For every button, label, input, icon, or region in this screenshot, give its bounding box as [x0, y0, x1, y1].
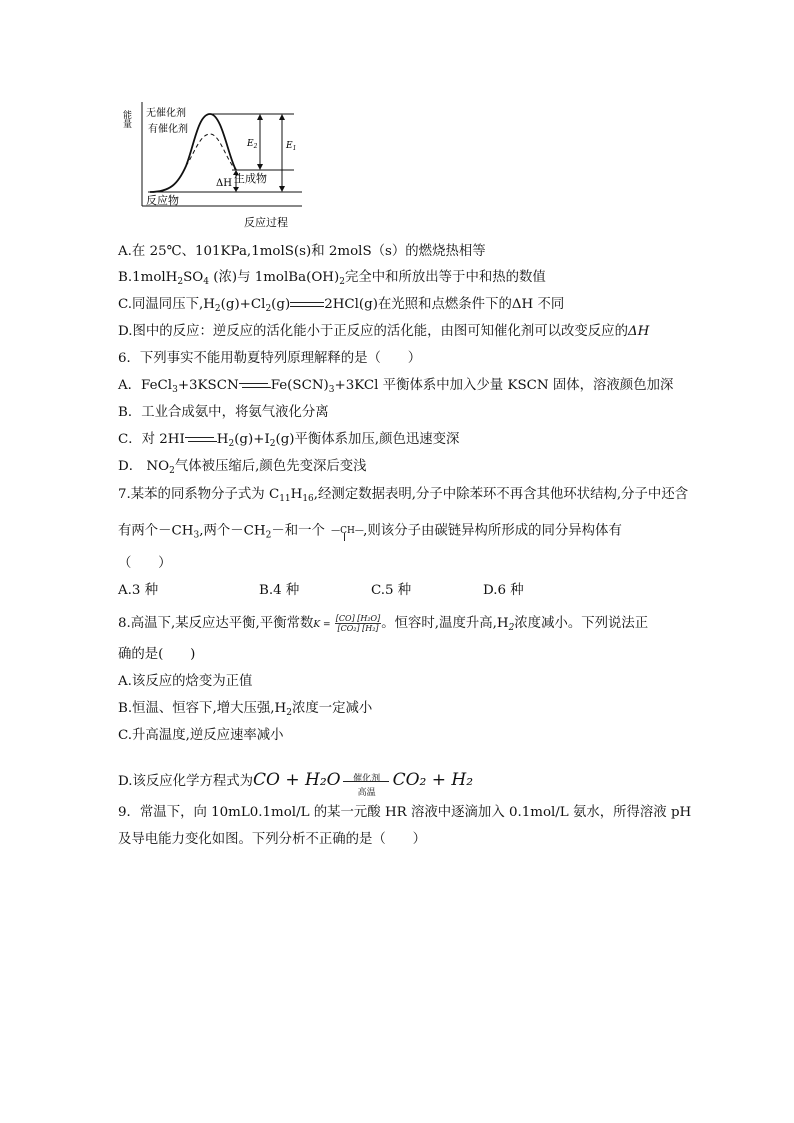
svg-text:E2 [246, 139, 258, 150]
q5-option-b: $B.1molH_2SO_4$ (浓)与 $1molBa(OH)_2$完全中和所放出等于中和热的数值 [118, 270, 546, 287]
ch-group-structure: —CH— [329, 521, 363, 541]
e2-label: E [247, 139, 254, 149]
dh-label: ΔH [216, 178, 232, 189]
q7-line-2: 有两个$-CH_3$,两个$-CH_2-$和一个 —CH— ,则该分子由碳链异构所形成的同分异构体有 [118, 521, 622, 542]
y-axis-label: 能量 [121, 110, 131, 128]
product-label: 生成物 [234, 172, 267, 185]
q8-option-d: D.该反应化学方程式为CO + H₂O 催化剂 高温 CO₂ + H₂ [118, 770, 474, 798]
equilibrium-constant-fraction: $\frac{\text{[CO] [H₂O]}}{\text{[CO₂] [H₂]}}$ [335, 614, 381, 633]
equals-arrow-icon [290, 300, 324, 310]
q6-option-d: D． $NO_2$气体被压缩后,颜色先变深后变浅 [118, 459, 367, 476]
q7-option-c: C.5 种 [371, 583, 412, 598]
x-axis-label: 反应过程 [244, 216, 288, 229]
q6-option-c: C．对 2HI $H_2(g)+I_2(g)$平衡体系加压,颜色迅速变深 [118, 432, 460, 449]
q9-line-2: 及导电能力变化如图。下列分析不正确的是（ ） [118, 832, 426, 847]
q7-line-1: 7.某苯的同系物分子式为 $C_{11}H_{16}$,经测定数据表明,分子中除苯环不再含其他环状结构,分子中还含 [118, 487, 689, 504]
q9-line-1: 9．常温下，向 10mL0.1mol/L 的某一元酸 HR 溶液中逐滴加入 0.1mol/L 氨水，所得溶液 pH [118, 805, 692, 820]
q7-option-a: A.3 种 [118, 583, 159, 598]
reactant-label: 反应物 [146, 194, 179, 207]
q5-option-c: C.同温同压下$,H_2(g)+Cl_2(g)$ 2HCl(g)在光照和点燃条件下的ΔH 不同 [118, 297, 565, 314]
q5-option-a: A.在 25℃、101KPa,1molS(s)和 2molS（s）的燃烧热相等 [118, 244, 486, 259]
q7-line-3: （ ） [118, 556, 172, 571]
q7-options [118, 581, 618, 601]
q6-stem: 6．下列事实不能用勒夏特列原理解释的是（ ） [118, 351, 422, 366]
e1-sub: 1 [292, 145, 297, 152]
q6-option-a: A．FeCl$_3$+3KSCN $Fe(SCN)_3+3KCl$ 平衡体系中加入少量 KSCN 固体，溶液颜色加深 [118, 378, 674, 395]
e2-sub: 2 [253, 143, 258, 150]
curve-label-no-catalyst: 无催化剂 [146, 108, 186, 119]
q5-option-d: D.图中的反应：逆反应的活化能小于正反应的活化能，由图可知催化剂可以改变反应的ΔH [118, 324, 650, 339]
reversible-arrow-icon [185, 435, 217, 445]
q7-option-d: D.6 种 [483, 583, 524, 598]
q8-line-1: 8.高温下,某反应达平衡,平衡常数K = $\frac{\text{[CO] [H₂O]}}{\text{[CO₂] [H₂]}}$ 。恒容时,温度升高$,H_2$浓度减小。下列说法正 [118, 614, 649, 633]
q8-option-a: A.该反应的焓变为正值 [118, 674, 253, 689]
q8-option-c: C.升高温度,逆反应速率减小 [118, 728, 284, 743]
svg-text:E1 [285, 141, 296, 152]
q8-option-b: B.恒温、恒容下,增大压强$,H_2$浓度一定减小 [118, 701, 373, 718]
q7-option-b: B.4 种 [259, 583, 300, 598]
curve-label-catalyst: 有催化剂 [148, 124, 188, 135]
reversible-arrow-icon [239, 381, 271, 391]
energy-diagram [121, 96, 310, 234]
q6-option-b: B．工业合成氨中，将氨气液化分离 [118, 405, 329, 420]
reaction-arrow-icon: 催化剂 高温 [341, 772, 393, 792]
q8-line-2: 确的是( ) [118, 647, 196, 662]
e1-label: E [286, 141, 293, 151]
